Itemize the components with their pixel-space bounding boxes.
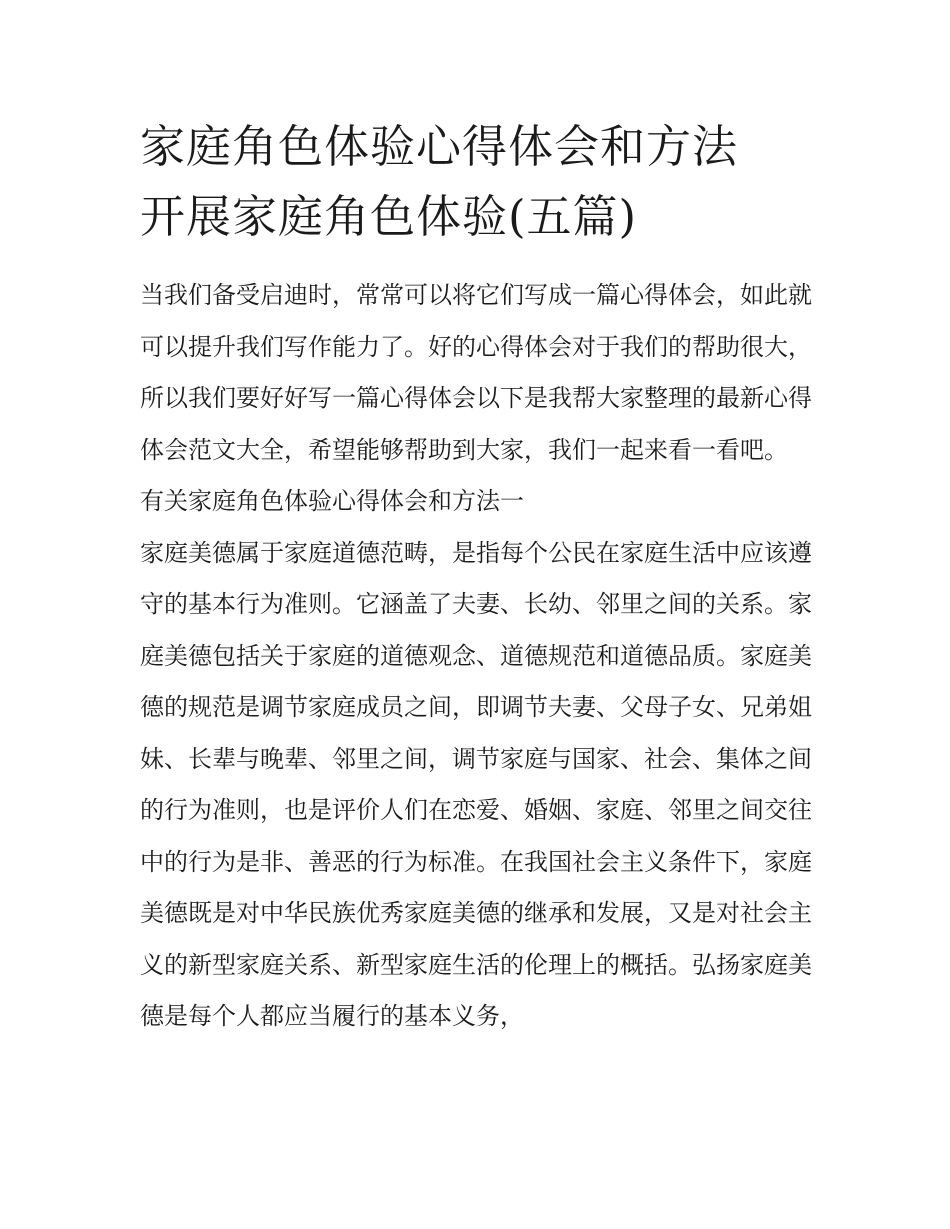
title-line-2: 开展家庭角色体验(五篇) <box>140 190 638 243</box>
document-title <box>140 112 812 252</box>
intro-paragraph: 当我们备受启迪时，常常可以将它们写成一篇心得体会，如此就可以提升我们写作能力了。好的心得体会对于我们的帮助很大，所以我们要好好写一篇心得体会以下是我帮大家整理的最新心得体会范文大全，希望能够帮助到大家，我们一起来看一看吧。 <box>140 281 812 464</box>
section-paragraph: 家庭美德属于家庭道德范畴，是指每个公民在家庭生活中应该遵守的基本行为准则。它涵盖了夫妻、长幼、邻里之间的关系。家庭美德包括关于家庭的道德观念、道德规范和道德品质。家庭美德的规范是调节家庭成员之间，即调节夫妻、父母子女、兄弟姐妹、长辈与晚辈、邻里之间，调节家庭与国家、社会、集体之间的行为准则，也是评价人们在恋爱、婚姻、家庭、邻里之间交往中的行为是非、善恶的行为标准。在我国社会主义条件下，家庭美德既是对中华民族优秀家庭美德的继承和发展，又是对社会主义的新型家庭关系、新型家庭生活的伦理上的概括。弘扬家庭美德是每个人都应当履行的基本义务， <box>140 538 812 1030</box>
document-page <box>140 112 812 1043</box>
title-line-1: 家庭角色体验心得体会和方法 <box>140 120 739 173</box>
section-heading: 有关家庭角色体验心得体会和方法一 <box>140 487 524 515</box>
